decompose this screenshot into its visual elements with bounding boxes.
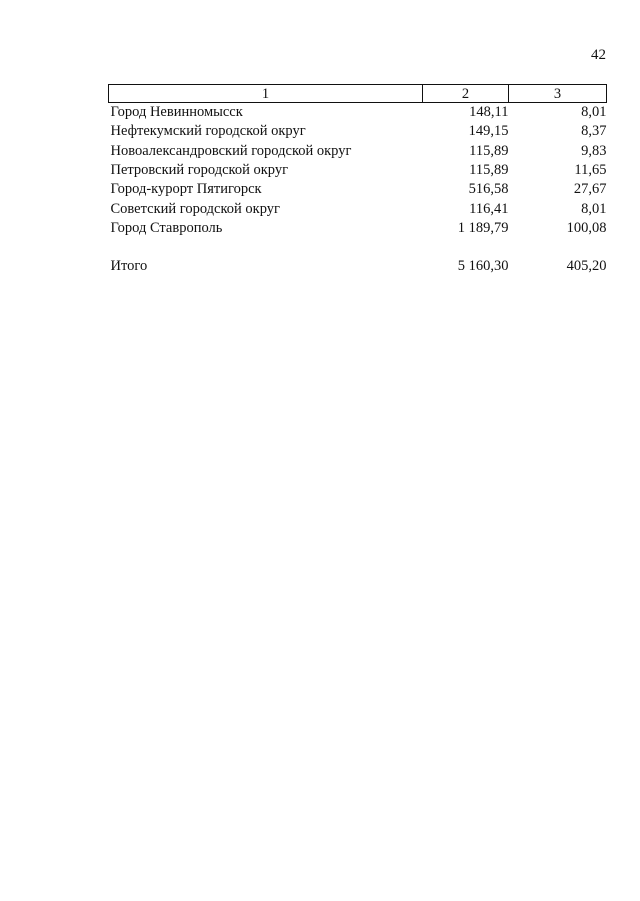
row-value-col3: 100,08 <box>566 219 607 236</box>
row-value-col3: 8,01 <box>581 104 607 121</box>
table-row <box>109 219 607 238</box>
row-value-col3: 27,67 <box>573 181 607 198</box>
table-row <box>109 199 607 218</box>
table-row <box>109 103 607 123</box>
header-col-3: 3 <box>509 85 607 103</box>
table-row <box>109 122 607 141</box>
row-name: Советский городской округ <box>110 200 280 217</box>
total-row <box>109 257 607 276</box>
row-value-col2: 115,89 <box>469 142 509 159</box>
data-table-container <box>108 84 606 276</box>
row-value-col2: 149,15 <box>468 123 509 140</box>
table-row <box>109 142 607 161</box>
table-body <box>109 103 607 277</box>
header-col-2: 2 <box>423 85 509 103</box>
row-value-col3: 9,83 <box>581 142 607 159</box>
row-value-col3: 8,01 <box>581 200 607 217</box>
row-name: Новоалександровский городской округ <box>110 142 352 159</box>
row-name: Петровский городской округ <box>110 162 289 179</box>
row-name: Город-курорт Пятигорск <box>110 181 262 198</box>
row-name: Нефтекумский городской округ <box>110 123 306 140</box>
row-value-col3: 8,37 <box>581 123 607 140</box>
total-value-col3: 405,20 <box>566 258 607 275</box>
header-row <box>109 85 607 103</box>
table-row <box>109 161 607 180</box>
spacer-row <box>109 238 607 257</box>
row-value-col3: 11,65 <box>574 162 607 179</box>
total-label: Итого <box>110 258 148 275</box>
row-value-col2: 148,11 <box>469 104 509 121</box>
page-number: 42 <box>591 47 606 63</box>
row-value-col2: 1 189,79 <box>457 219 509 236</box>
table-row <box>109 180 607 199</box>
data-table <box>108 84 607 276</box>
header-col-1: 1 <box>109 85 423 103</box>
row-value-col2: 516,58 <box>468 181 509 198</box>
row-name: Город Ставрополь <box>110 219 223 236</box>
table-header <box>109 85 607 103</box>
row-name: Город Невинномысск <box>110 104 243 121</box>
row-value-col2: 115,89 <box>469 162 509 179</box>
total-value-col2: 5 160,30 <box>457 258 509 275</box>
row-value-col2: 116,41 <box>469 200 509 217</box>
